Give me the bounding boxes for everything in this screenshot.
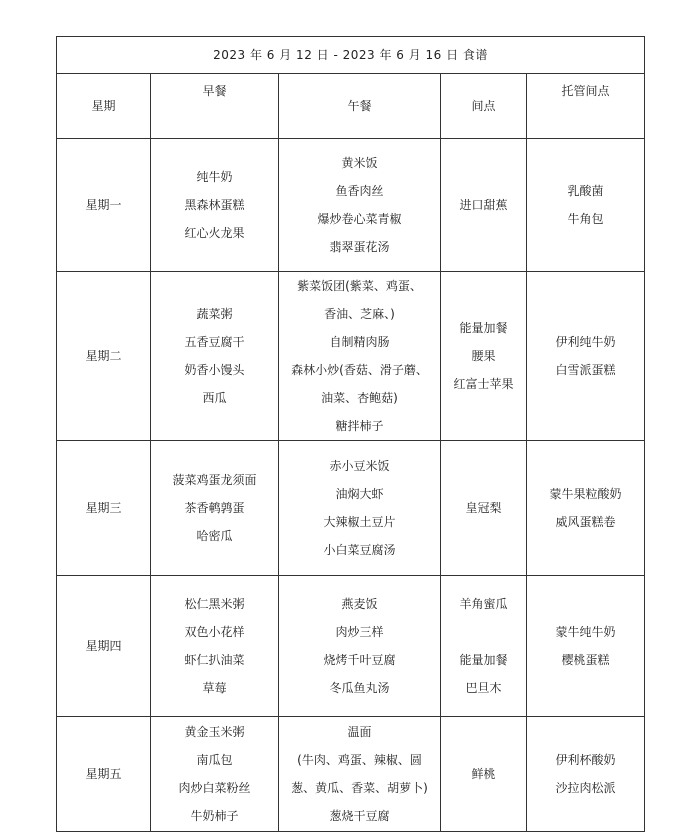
lunch-item: 油焖大虾 [335,487,384,501]
lunch-cell [279,139,441,272]
breakfast-item: 五香豆腐干 [184,335,245,349]
header-breakfast: 早餐 [151,74,279,139]
breakfast-item: 草莓 [202,681,227,695]
snack-item: 能量加餐 [459,321,508,335]
breakfast-item: 茶香鹌鹑蛋 [184,501,245,515]
snack-cell [441,272,527,441]
lunch-item: 紫菜饭团(紫菜、鸡蛋、 [297,279,422,293]
header-lunch: 午餐 [279,74,441,139]
lunch-item: 葱烧干豆腐 [329,809,390,823]
snack-cell [441,576,527,717]
lunch-cell [279,717,441,832]
afterschool-item: 牛角包 [567,212,604,226]
day-cell: 星期三 [57,441,151,576]
day-cell: 星期二 [57,272,151,441]
day-cell: 星期一 [57,139,151,272]
lunch-cell [279,441,441,576]
day-row [57,576,645,717]
lunch-item: 大辣椒土豆片 [323,515,396,529]
breakfast-cell [151,139,279,272]
breakfast-item: 虾仁扒油菜 [184,653,245,667]
lunch-item: 赤小豆米饭 [329,459,390,473]
snack-item: 羊角蜜瓜 [459,597,508,611]
day-cell: 星期四 [57,576,151,717]
snack-item: 皇冠梨 [465,501,502,515]
afterschool-item: 蒙牛纯牛奶 [555,625,616,639]
breakfast-item: 蔬菜粥 [196,307,233,321]
lunch-item: 温面 [347,725,372,739]
afterschool-item: 乳酸菌 [567,184,604,198]
breakfast-item: 南瓜包 [196,753,233,767]
snack-item: 巴旦木 [465,681,502,695]
afterschool-cell [527,272,645,441]
lunch-item: 冬瓜鱼丸汤 [329,681,390,695]
breakfast-item: 哈密瓜 [196,529,233,543]
breakfast-item: 红心火龙果 [184,226,245,240]
breakfast-cell [151,272,279,441]
menu-title: 2023 年 6 月 12 日 - 2023 年 6 月 16 日 食谱 [57,37,645,74]
breakfast-item: 菠菜鸡蛋龙须面 [172,473,257,487]
snack-item: 腰果 [471,349,496,363]
afterschool-cell [527,717,645,832]
breakfast-item: 纯牛奶 [196,170,233,184]
afterschool-item: 伊利纯牛奶 [555,335,616,349]
snack-cell [441,717,527,832]
header-snack: 间点 [441,74,527,139]
breakfast-item: 松仁黑米粥 [184,597,245,611]
afterschool-cell [527,576,645,717]
snack-item: 红富士苹果 [453,377,514,391]
lunch-item: 小白菜豆腐汤 [323,543,396,557]
lunch-item: 烧烤千叶豆腐 [323,653,396,667]
lunch-item: 森林小炒(香菇、滑子蘑、 [291,363,428,377]
breakfast-item: 肉炒白菜粉丝 [178,781,251,795]
breakfast-item: 牛奶柿子 [190,809,239,823]
lunch-item: 香油、芝麻、) [324,307,395,321]
snack-cell [441,441,527,576]
afterschool-item: 沙拉肉松派 [555,781,616,795]
snack-item: 能量加餐 [459,653,508,667]
snack-item: 进口甜蕉 [459,198,508,212]
snack-item: 鲜桃 [471,767,496,781]
lunch-item: (牛肉、鸡蛋、辣椒、圆 [297,753,422,767]
afterschool-item: 伊利杯酸奶 [555,753,616,767]
lunch-item: 爆炒卷心菜青椒 [317,212,402,226]
header-day: 星期 [57,74,151,139]
lunch-item: 黄米饭 [341,156,378,170]
breakfast-item: 奶香小馒头 [184,363,245,377]
afterschool-item: 蒙牛果粒酸奶 [549,487,622,501]
day-cell: 星期五 [57,717,151,832]
lunch-item: 燕麦饭 [341,597,378,611]
breakfast-cell [151,441,279,576]
lunch-item: 糖拌柿子 [335,419,384,433]
afterschool-item: 白雪派蛋糕 [555,363,616,377]
lunch-item: 油菜、杏鲍菇) [321,391,398,405]
breakfast-item: 西瓜 [202,391,227,405]
breakfast-cell [151,576,279,717]
header-afterschool: 托管间点 [527,74,645,139]
day-row [57,717,645,832]
breakfast-item: 双色小花样 [184,625,245,639]
breakfast-cell [151,717,279,832]
afterschool-item: 威风蛋糕卷 [555,515,616,529]
menu-table [56,36,645,832]
snack-cell [441,139,527,272]
lunch-cell [279,272,441,441]
blank-line [445,618,522,646]
afterschool-cell [527,441,645,576]
afterschool-item: 樱桃蛋糕 [561,653,610,667]
lunch-cell [279,576,441,717]
day-row [57,272,645,441]
lunch-item: 自制精肉肠 [329,335,390,349]
afterschool-cell [527,139,645,272]
lunch-item: 葱、黄瓜、香菜、胡萝卜) [291,781,428,795]
breakfast-item: 黑森林蛋糕 [184,198,245,212]
day-row [57,441,645,576]
day-row [57,139,645,272]
lunch-item: 肉炒三样 [335,625,384,639]
lunch-item: 鱼香肉丝 [335,184,384,198]
lunch-item: 翡翠蛋花汤 [329,240,390,254]
breakfast-item: 黄金玉米粥 [184,725,245,739]
